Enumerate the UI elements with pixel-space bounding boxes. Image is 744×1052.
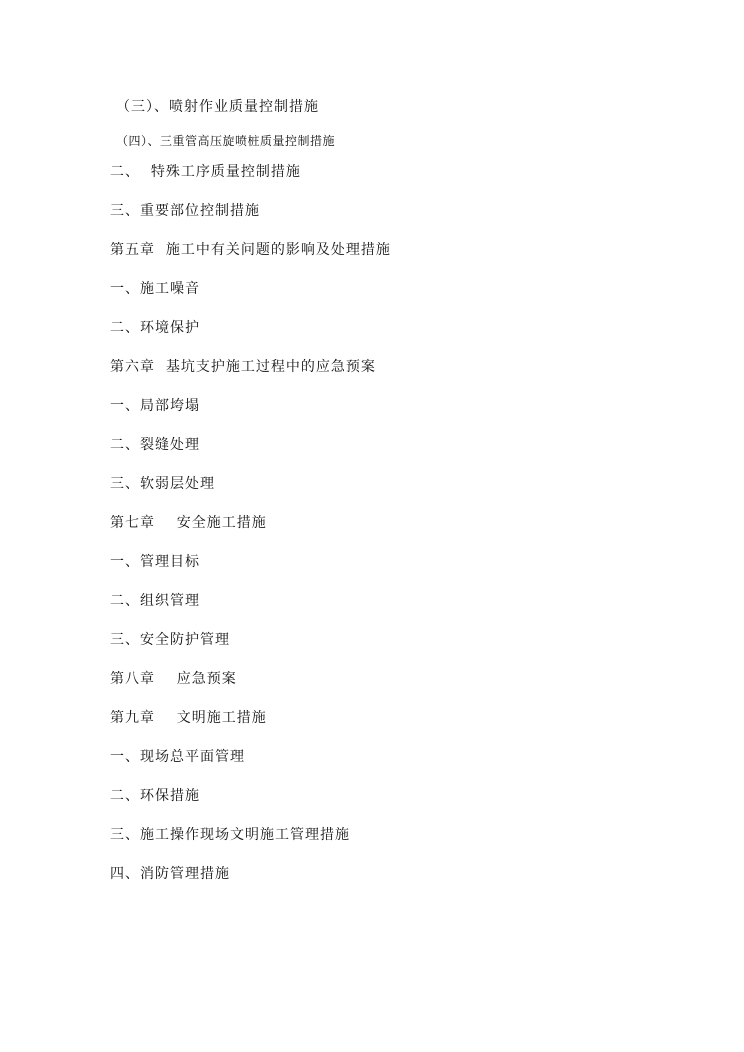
- toc-item: 三、施工操作现场文明施工管理措施: [110, 827, 350, 843]
- toc-item: （四）、三重管高压旋喷桩质量控制措施: [116, 134, 336, 148]
- toc-item: 三、软弱层处理: [110, 476, 215, 492]
- toc-item: 四、消防管理措施: [110, 866, 230, 882]
- toc-item: 三、重要部位控制措施: [110, 203, 260, 219]
- toc-item: 二、 特殊工序质量控制措施: [110, 164, 301, 180]
- toc-item: 一、局部垮塌: [110, 398, 200, 414]
- toc-item: 一、现场总平面管理: [110, 749, 245, 765]
- toc-item: 二、环保措施: [110, 788, 200, 804]
- toc-chapter-heading: 第五章 施工中有关问题的影响及处理措施: [110, 242, 391, 258]
- toc-item: 一、管理目标: [110, 554, 200, 570]
- toc-chapter-heading: 第七章 安全施工措施: [110, 515, 267, 531]
- toc-item: （三）、喷射作业质量控制措施: [116, 99, 319, 115]
- toc-item: 一、施工噪音: [110, 281, 200, 297]
- toc-chapter-heading: 第九章 文明施工措施: [110, 710, 267, 726]
- toc-item: 二、组织管理: [110, 593, 200, 609]
- toc-chapter-heading: 第六章 基坑支护施工过程中的应急预案: [110, 359, 376, 375]
- toc-item: 三、安全防护管理: [110, 632, 230, 648]
- toc-item: 二、裂缝处理: [110, 437, 200, 453]
- toc-chapter-heading: 第八章 应急预案: [110, 671, 237, 687]
- toc-item: 二、环境保护: [110, 320, 200, 336]
